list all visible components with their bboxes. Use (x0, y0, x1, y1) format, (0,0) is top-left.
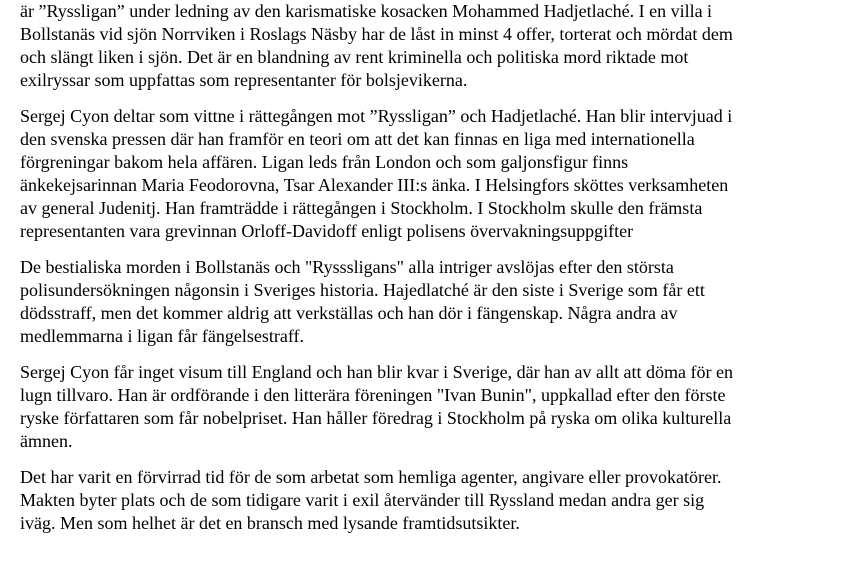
text-line: av general Judenitj. Han framträdde i rättegången i Stockholm. I Stockholm skulle den främsta (20, 198, 703, 218)
text-line: dödsstraff, men det kommer aldrig att verkställas och han dör i fängenskap. Några andra av (20, 303, 678, 323)
paragraph-2 (20, 105, 850, 243)
text-line: De bestialiska morden i Bollstanäs och "Rysssligans" alla intriger avslöjas efter den största (20, 257, 674, 277)
paragraph-5 (20, 466, 850, 535)
text-line: ryske författaren som får nobelpriset. Han håller föredrag i Stockholm på ryska om olika kulturella (20, 408, 732, 428)
text-line: exilryssar som uppfattas som representanter för bolsjevikerna. (20, 70, 468, 90)
text-line: är ”Ryssligan” under ledning av den karismatiske kosacken Mohammed Hadjetlaché. I en villa i (20, 1, 713, 21)
text-line: medlemmarna i ligan får fängelsestraff. (20, 326, 305, 346)
text-line: Sergej Cyon får inget visum till England och han blir kvar i Sverige, där han av allt att döma för en (20, 362, 733, 382)
paragraph-3 (20, 256, 850, 348)
text-line: Sergej Cyon deltar som vittne i rättegången mot ”Ryssligan” och Hadjetlaché. Han blir intervjuad i (20, 106, 733, 126)
paragraph-1 (20, 0, 850, 92)
paragraph-4 (20, 361, 850, 453)
text-line: den svenska pressen där han framför en teori om att det kan finnas en liga med internationella (20, 129, 695, 149)
text-line: polisundersökningen någonsin i Sveriges historia. Hajedlatché är den siste i Sverige som får ett (20, 280, 705, 300)
document-body (20, 0, 850, 548)
text-line: lugn tillvaro. Han är ordförande i den litterära föreningen "Ivan Bunin", uppkallad efter den förste (20, 385, 726, 405)
text-line: änkekejsarinnan Maria Feodorovna, Tsar Alexander III:s änka. I Helsingfors sköttes verksamheten (20, 175, 729, 195)
text-line: och slängt liken i sjön. Det är en blandning av rent kriminella och politiska mord riktade mot (20, 47, 689, 67)
text-line: Det har varit en förvirrad tid för de som arbetat som hemliga agenter, angivare eller provokatörer. (20, 467, 722, 487)
text-line: Makten byter plats och de som tidigare varit i exil återvänder till Ryssland medan andra ger sig (20, 490, 705, 510)
text-line: ämnen. (20, 431, 73, 451)
text-line: Bollstanäs vid sjön Norrviken i Roslags Näsby har de låst in minst 4 offer, torterat och mördat dem (20, 24, 733, 44)
text-line: representanten vara grevinnan Orloff-Davidoff enligt polisens övervakningsuppgifter (20, 221, 634, 241)
text-line: förgreningar bakom hela affären. Ligan leds från London och som galjonsfigur finns (20, 152, 629, 172)
text-line: iväg. Men som helhet är det en bransch med lysande framtidsutsikter. (20, 513, 520, 533)
